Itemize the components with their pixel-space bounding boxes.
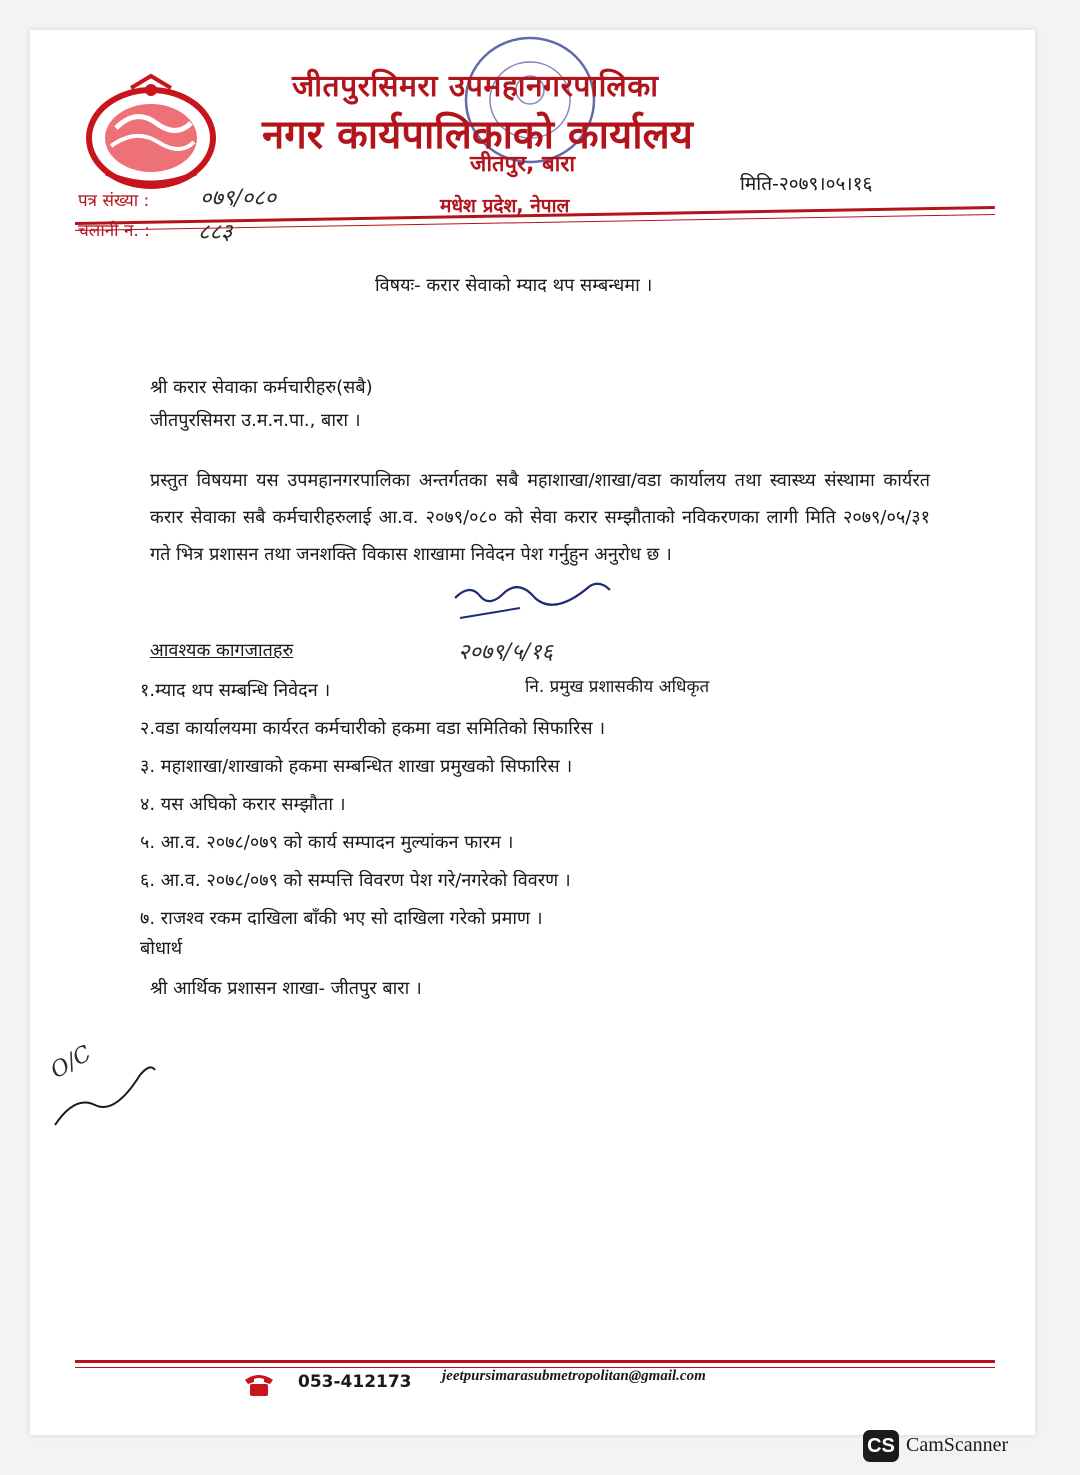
letter-date: मिति-२०७९।०५।१६ [740, 173, 873, 195]
dispatch-number: ८८३ [198, 220, 233, 245]
list-item: ७. राजश्व रकम दाखिला बाँकी भए सो दाखिला गरेको प्रमाण । [140, 908, 543, 929]
footer-email: jeetpursimarasubmetropolitan@gmail.com [442, 1368, 706, 1384]
signature-date: २०७९/५/१६ [458, 640, 553, 665]
subject-line: विषयः- करार सेवाको म्याद थप सम्बन्धमा । [375, 275, 653, 296]
required-documents-list [140, 672, 605, 938]
recipient-line-2: जीतपुरसिमरा उ.म.न.पा., बारा । [150, 410, 361, 431]
list-item: ५. आ.व. २०७८/०७९ को कार्य सम्पादन मुल्यांकन फारम । [140, 832, 514, 853]
dispatch-label: चलानी नं. : [78, 221, 150, 241]
list-item: ४. यस अघिको करार सम्झौता । [140, 794, 346, 815]
list-item: ३. महाशाखा/शाखाको हकमा सम्बन्धित शाखा प्रमुखको सिफारिस । [140, 756, 573, 777]
phone-icon [242, 1370, 276, 1398]
cc-recipient: श्री आर्थिक प्रशासन शाखा- जीतपुर बारा । [150, 978, 422, 999]
signatory-title: नि. प्रमुख प्रशासकीय अधिकृत [525, 677, 710, 697]
office-title: नगर कार्यपालिकाको कार्यालय [262, 112, 693, 158]
camscanner-logo-icon: CS [863, 1430, 899, 1462]
documents-heading: आवश्यक कागजातहरु [150, 640, 294, 661]
list-item: ६. आ.व. २०७८/०७९ को सम्पत्ति विवरण पेश गरे/नगरेको विवरण । [140, 870, 571, 891]
initials-note: O/C [46, 1041, 96, 1084]
initials-icon [45, 1035, 160, 1135]
list-item: २.वडा कार्यालयमा कार्यरत कर्मचारीको हकमा वडा समितिको सिफारिस । [140, 718, 606, 739]
list-item: १.म्याद थप सम्बन्धि निवेदन । [140, 680, 331, 701]
footer-phone: 053-412173 [298, 1372, 412, 1392]
letter-body: प्रस्तुत विषयमा यस उपमहानगरपालिका अन्तर्गतका सबै महाशाखा/शाखा/वडा कार्यालय तथा स्वास्थ्य संस्थामा कार्यरत करार सेवाका सबै कर्मचारीहरुलाई आ.व. २०७९/०८० को सेवा करार सम्झौताको नविकरणका लागी मिति २०७९/०५/३१ गते भित्र प्रशासन तथा जनशक्ति विकास शाखामा निवेदन पेश गर्नुहुन अनुरोध छ । [150, 470, 930, 565]
office-name: जीतपुरसिमरा उपमहानगरपालिका [292, 69, 659, 104]
province: मधेश प्रदेश, नेपाल [440, 195, 570, 217]
nepal-emblem-icon [76, 68, 226, 193]
reference-number: ०७९/०८० [200, 186, 277, 211]
footer-divider [75, 1360, 995, 1363]
office-location: जीतपुर, बारा [470, 152, 576, 177]
recipient-line-1: श्री करार सेवाका कर्मचारीहरु(सबै) [150, 377, 373, 398]
cc-label: बोधार्थ [140, 938, 183, 959]
reference-label: पत्र संख्या : [78, 191, 150, 211]
camscanner-watermark: CamScanner [906, 1434, 1009, 1456]
letter-sheet [30, 30, 1035, 1435]
